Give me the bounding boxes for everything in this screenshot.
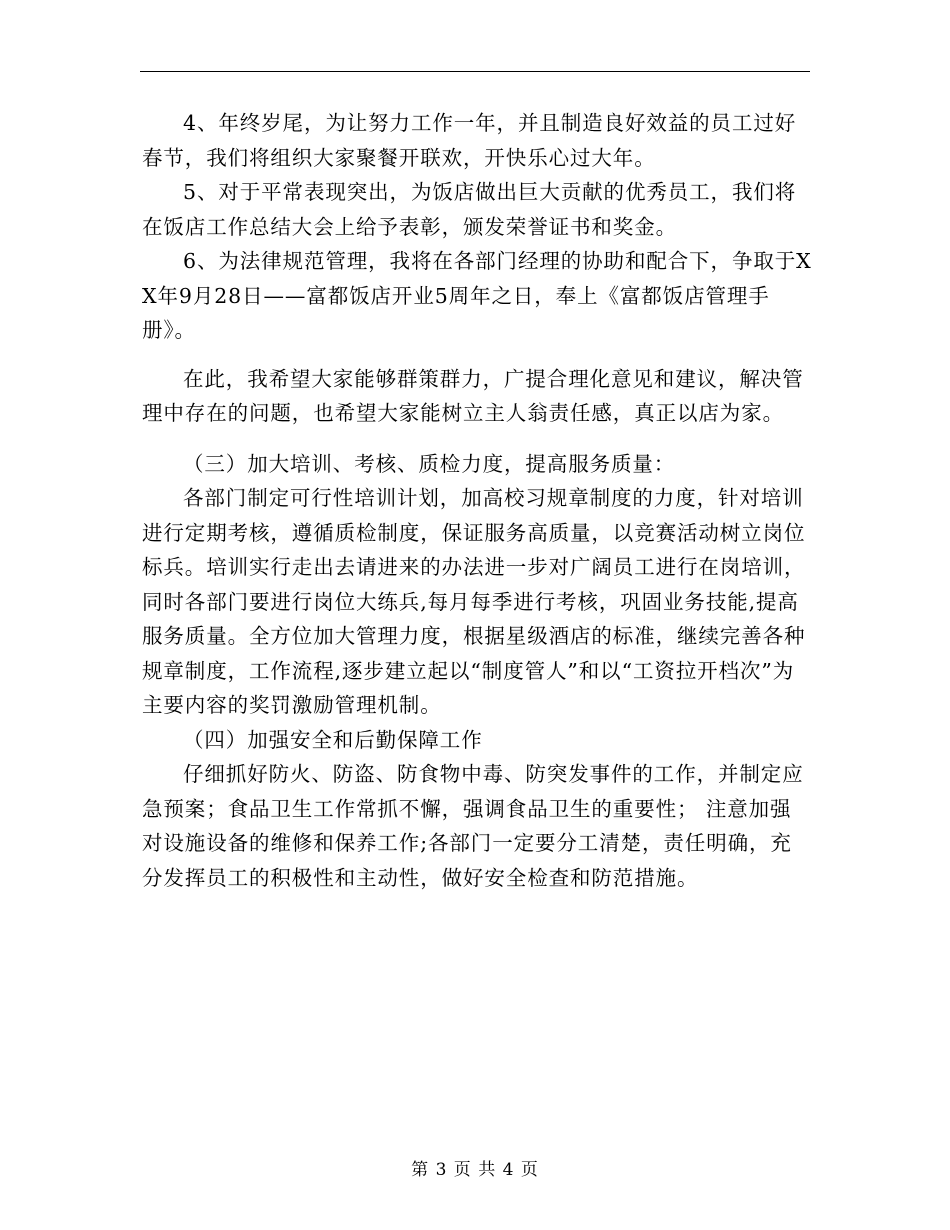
section-heading-3: （三）加大培训、考核、质检力度，提高服务质量： (183, 451, 676, 476)
paragraph-safety: 仔细抓好防火、防盗、防食物中毒、防突发事件的工作，并制定应急预案；食品卫生工作常抓不懈，强调食品卫生的重要性； 注意加强对设施设备的维修和保养工作;各部门一定要分工清楚，责任明确，充分发挥员工的积极性和主动性，做好安全检查和防范措施。 (142, 762, 804, 890)
paragraph-item-5: 5、对于平常表现突出，为饭店做出巨大贡献的优秀员工，我们将在饭店工作总结大会上给予表彰，颁发荣誉证书和奖金。 (142, 180, 797, 239)
paragraph-item-4: 4、年终岁尾，为让努力工作一年，并且制造良好效益的员工过好春节，我们将组织大家聚餐开联欢，开快乐心过大年。 (142, 111, 797, 170)
page-number: 第 3 页 共 4 页 (411, 1160, 539, 1180)
header-rule (140, 71, 810, 72)
paragraph-training: 各部门制定可行性培训计划，加高校习规章制度的力度，针对培训进行定期考核，遵循质检制度，保证服务高质量，以竞赛活动树立岗位标兵。培训实行走出去请进来的办法进一步对广阔员工进行在岗培训，同时各部门要进行岗位大练兵,每月每季进行考核，巩固业务技能,提高服务质量。全方位加大管理力度，根据星级酒店的标准，继续完善各种规章制度，工作流程,逐步建立起以“制度管人”和以“工资拉开档次”为主要内容的奖罚激励管理机制。 (142, 486, 806, 717)
paragraph-closing-remark: 在此，我希望大家能够群策群力，广提合理化意见和建议，解决管理中存在的问题，也希望大家能树立主人翁责任感，真正以店为家。 (142, 366, 804, 425)
section-heading-4: （四）加强安全和后勤保障工作 (183, 727, 483, 752)
document-body (142, 106, 812, 895)
paragraph-item-6: 6、为法律规范管理，我将在各部门经理的协助和配合下，争取于XX年9月28日——富都饭店开业5周年之日，奉上《富都饭店管理手册》。 (142, 249, 812, 342)
